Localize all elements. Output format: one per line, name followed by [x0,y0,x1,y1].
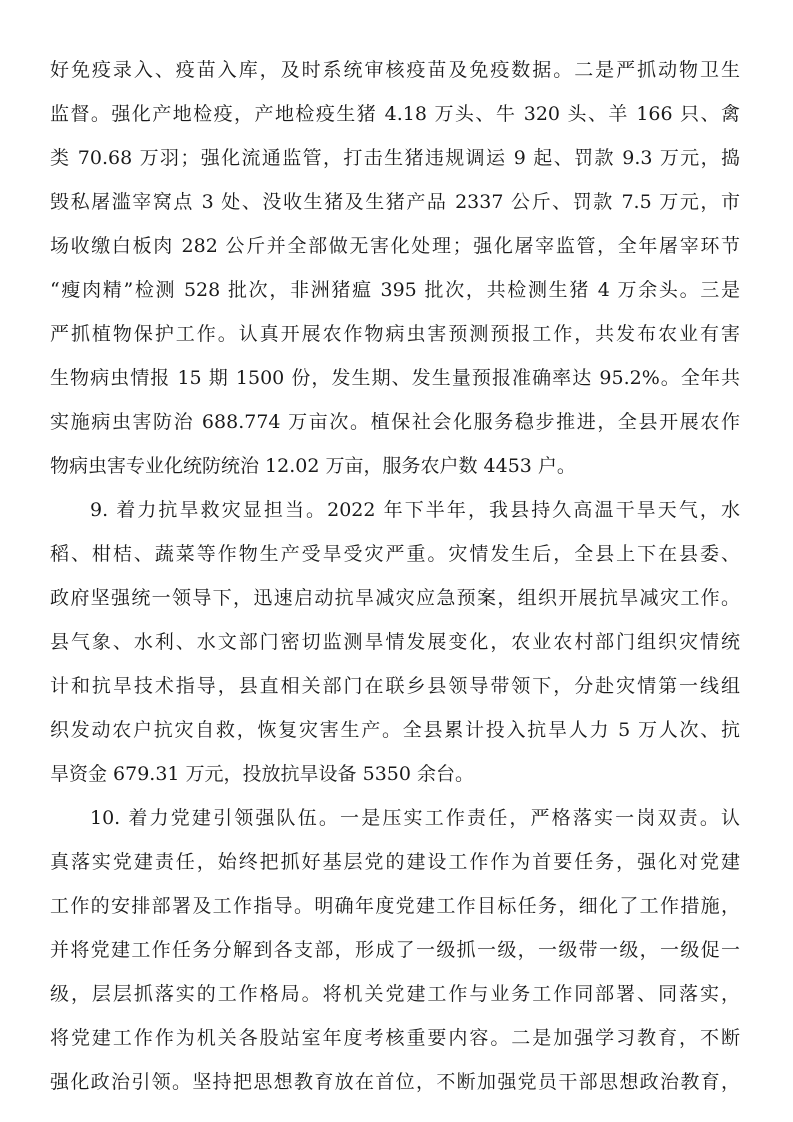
paragraph-1-line-7: 严抓植物保护工作。认真开展农作物病虫害预测预报工作，共发布农业有害 [50,323,740,345]
paragraph-2-line-6: 织发动农户抗灾自救，恢复灾害生产。全县累计投入抗旱人力 5 万人次、抗 [50,719,740,741]
paragraph-1-line-5: 场收缴白板肉 282 公斤并全部做无害化处理；强化屠宰监管，全年屠宰环节 [50,235,740,257]
paragraph-1-line-4: 毁私屠滥宰窝点 3 处、没收生猪及生猪产品 2337 公斤、罚款 7.5 万元，市 [50,191,740,213]
paragraph-2-line-1: 9. 着力抗旱救灾显担当。2022 年下半年，我县持久高温干旱天气，水 [90,499,740,521]
paragraph-3-line-6: 将党建工作作为机关各股站室年度考核重要内容。二是加强学习教育，不断 [50,1027,740,1049]
paragraph-1-line-3: 类 70.68 万羽；强化流通监管，打击生猪违规调运 9 起、罚款 9.3 万元，捣 [50,147,740,169]
paragraph-1-line-10: 物病虫害专业化统防统治 12.02 万亩，服务农户数 4453 户。 [50,455,576,477]
paragraph-1-line-8: 生物病虫情报 15 期 1500 份，发生期、发生量预报准确率达 95.2%。全年共 [50,367,740,389]
paragraph-1-line-2: 监督。强化产地检疫，产地检疫生猪 4.18 万头、牛 320 头、羊 166 只、禽 [50,103,740,125]
paragraph-3-line-2: 真落实党建责任，始终把抓好基层党的建设工作作为首要任务，强化对党建 [50,851,740,873]
paragraph-1-line-9: 实施病虫害防治 688.774 万亩次。植保社会化服务稳步推进，全县开展农作 [50,411,740,433]
paragraph-3-line-4: 并将党建工作任务分解到各支部，形成了一级抓一级，一级带一级，一级促一 [50,939,740,961]
paragraph-2-line-2: 稻、柑桔、蔬菜等作物生产受旱受灾严重。灾情发生后，全县上下在县委、 [50,543,740,565]
paragraph-2-line-5: 计和抗旱技术指导，县直相关部门在联乡县领导带领下，分赴灾情第一线组 [50,675,740,697]
paragraph-1-line-6: “瘦肉精”检测 528 批次，非洲猪瘟 395 批次，共检测生猪 4 万余头。三是 [50,279,740,301]
paragraph-1-line-1: 好免疫录入、疫苗入库，及时系统审核疫苗及免疫数据。二是严抓动物卫生 [50,59,740,81]
paragraph-3-line-1: 10. 着力党建引领强队伍。一是压实工作责任，严格落实一岗双责。认 [90,807,740,829]
paragraph-3-line-3: 工作的安排部署及工作指导。明确年度党建工作目标任务，细化了工作措施， [50,895,740,917]
paragraph-3-line-7: 强化政治引领。坚持把思想教育放在首位，不断加强党员干部思想政治教育， [50,1071,740,1093]
paragraph-2-line-7: 旱资金 679.31 万元，投放抗旱设备 5350 余台。 [50,763,474,785]
paragraph-3-line-5: 级，层层抓落实的工作格局。将机关党建工作与业务工作同部署、同落实， [50,983,740,1005]
paragraph-2-line-3: 政府坚强统一领导下，迅速启动抗旱减灾应急预案，组织开展抗旱减灾工作。 [50,587,740,609]
paragraph-2-line-4: 县气象、水利、水文部门密切监测旱情发展变化，农业农村部门组织灾情统 [50,631,740,653]
